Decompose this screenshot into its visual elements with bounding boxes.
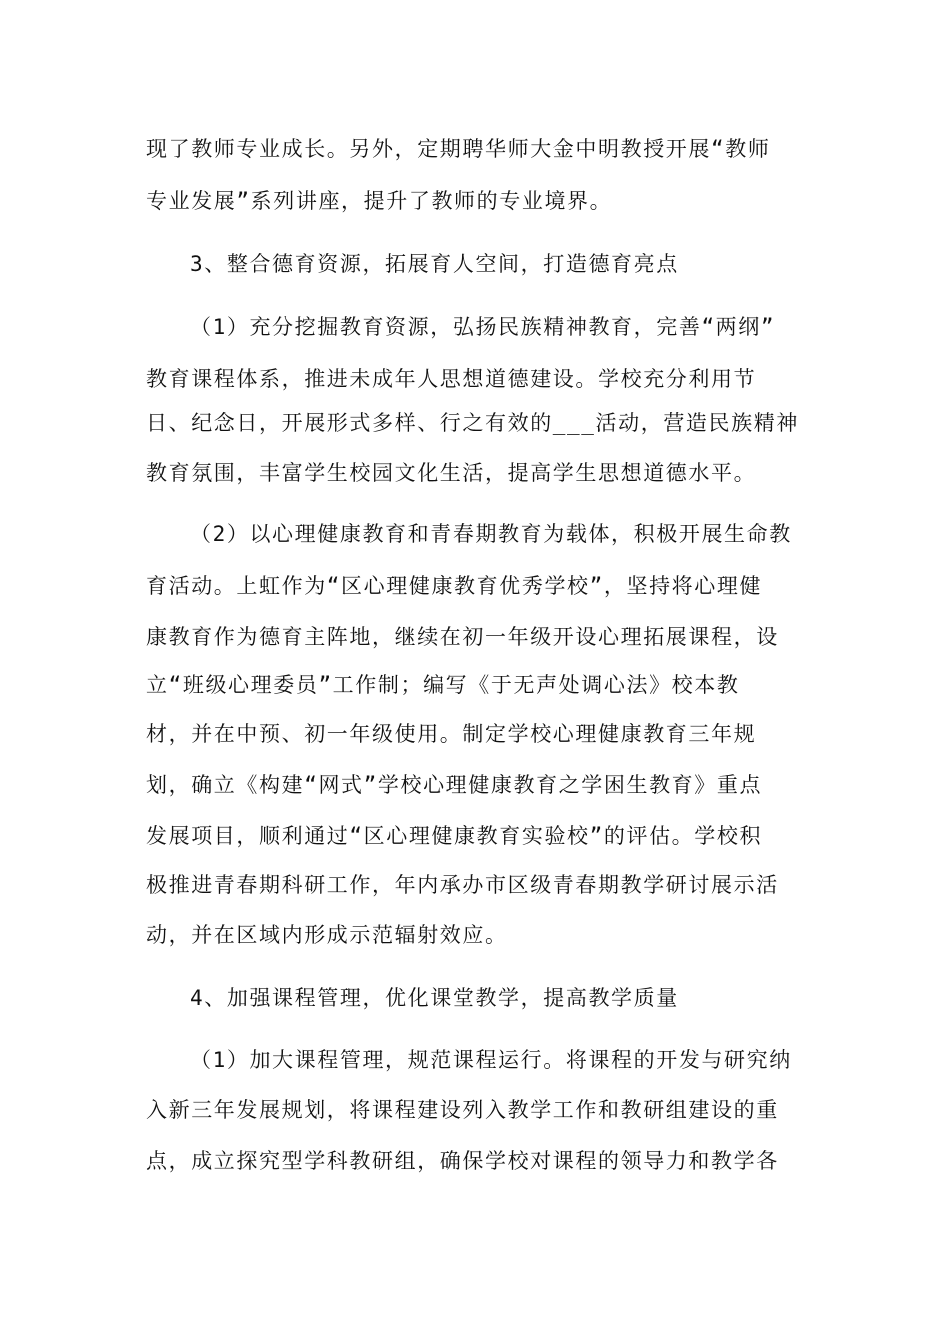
paragraph-line: 极推进青春期科研工作，年内承办市区级青春期教学研讨展示活 (146, 873, 779, 897)
paragraph-line: （1）加大课程管理，规范课程运行。将课程的开发与研究纳 (190, 1048, 792, 1072)
paragraph-line: 动，并在区域内形成示范辐射效应。 (146, 923, 508, 947)
paragraph-line: 教育课程体系，推进未成年人思想道德建设。学校充分利用节 (146, 367, 757, 391)
paragraph-line: 点，成立探究型学科教研组，确保学校对课程的领导力和教学各 (146, 1149, 779, 1173)
paragraph-line: 教育氛围，丰富学生校园文化生活，提高学生思想道德水平。 (146, 461, 757, 485)
paragraph-line: 专业发展”系列讲座，提升了教师的专业境界。 (146, 189, 613, 213)
paragraph-line: 材，并在中预、初一年级使用。制定学校心理健康教育三年规 (146, 722, 757, 746)
paragraph-line: 立“班级心理委员”工作制；编写《于无声处调心法》校本教 (146, 673, 740, 697)
section-heading: 4、加强课程管理，优化课堂教学，提高教学质量 (190, 986, 679, 1010)
paragraph-line: 育活动。上虹作为“区心理健康教育优秀学校”，坚持将心理健 (146, 574, 763, 598)
paragraph-line: 划，确立《构建“网式”学校心理健康教育之学困生教育》重点 (146, 773, 763, 797)
paragraph-line: 现了教师专业成长。另外，定期聘华师大金中明教授开展“教师 (146, 137, 771, 161)
paragraph-line: 日、纪念日，开展形式多样、行之有效的___活动，营造民族精神 (146, 411, 799, 435)
paragraph-line: 入新三年发展规划，将课程建设列入教学工作和教研组建设的重 (146, 1098, 779, 1122)
section-heading: 3、整合德育资源，拓展育人空间，打造德育亮点 (190, 252, 679, 276)
paragraph-line: 发展项目，顺利通过“区心理健康教育实验校”的评估。学校积 (146, 824, 763, 848)
paragraph-line: （2）以心理健康教育和青春期教育为载体，积极开展生命教 (190, 522, 792, 546)
paragraph-line: （1）充分挖掘教育资源，弘扬民族精神教育，完善“两纲” (190, 315, 776, 339)
paragraph-line: 康教育作为德育主阵地，继续在初一年级开设心理拓展课程，设 (146, 625, 779, 649)
